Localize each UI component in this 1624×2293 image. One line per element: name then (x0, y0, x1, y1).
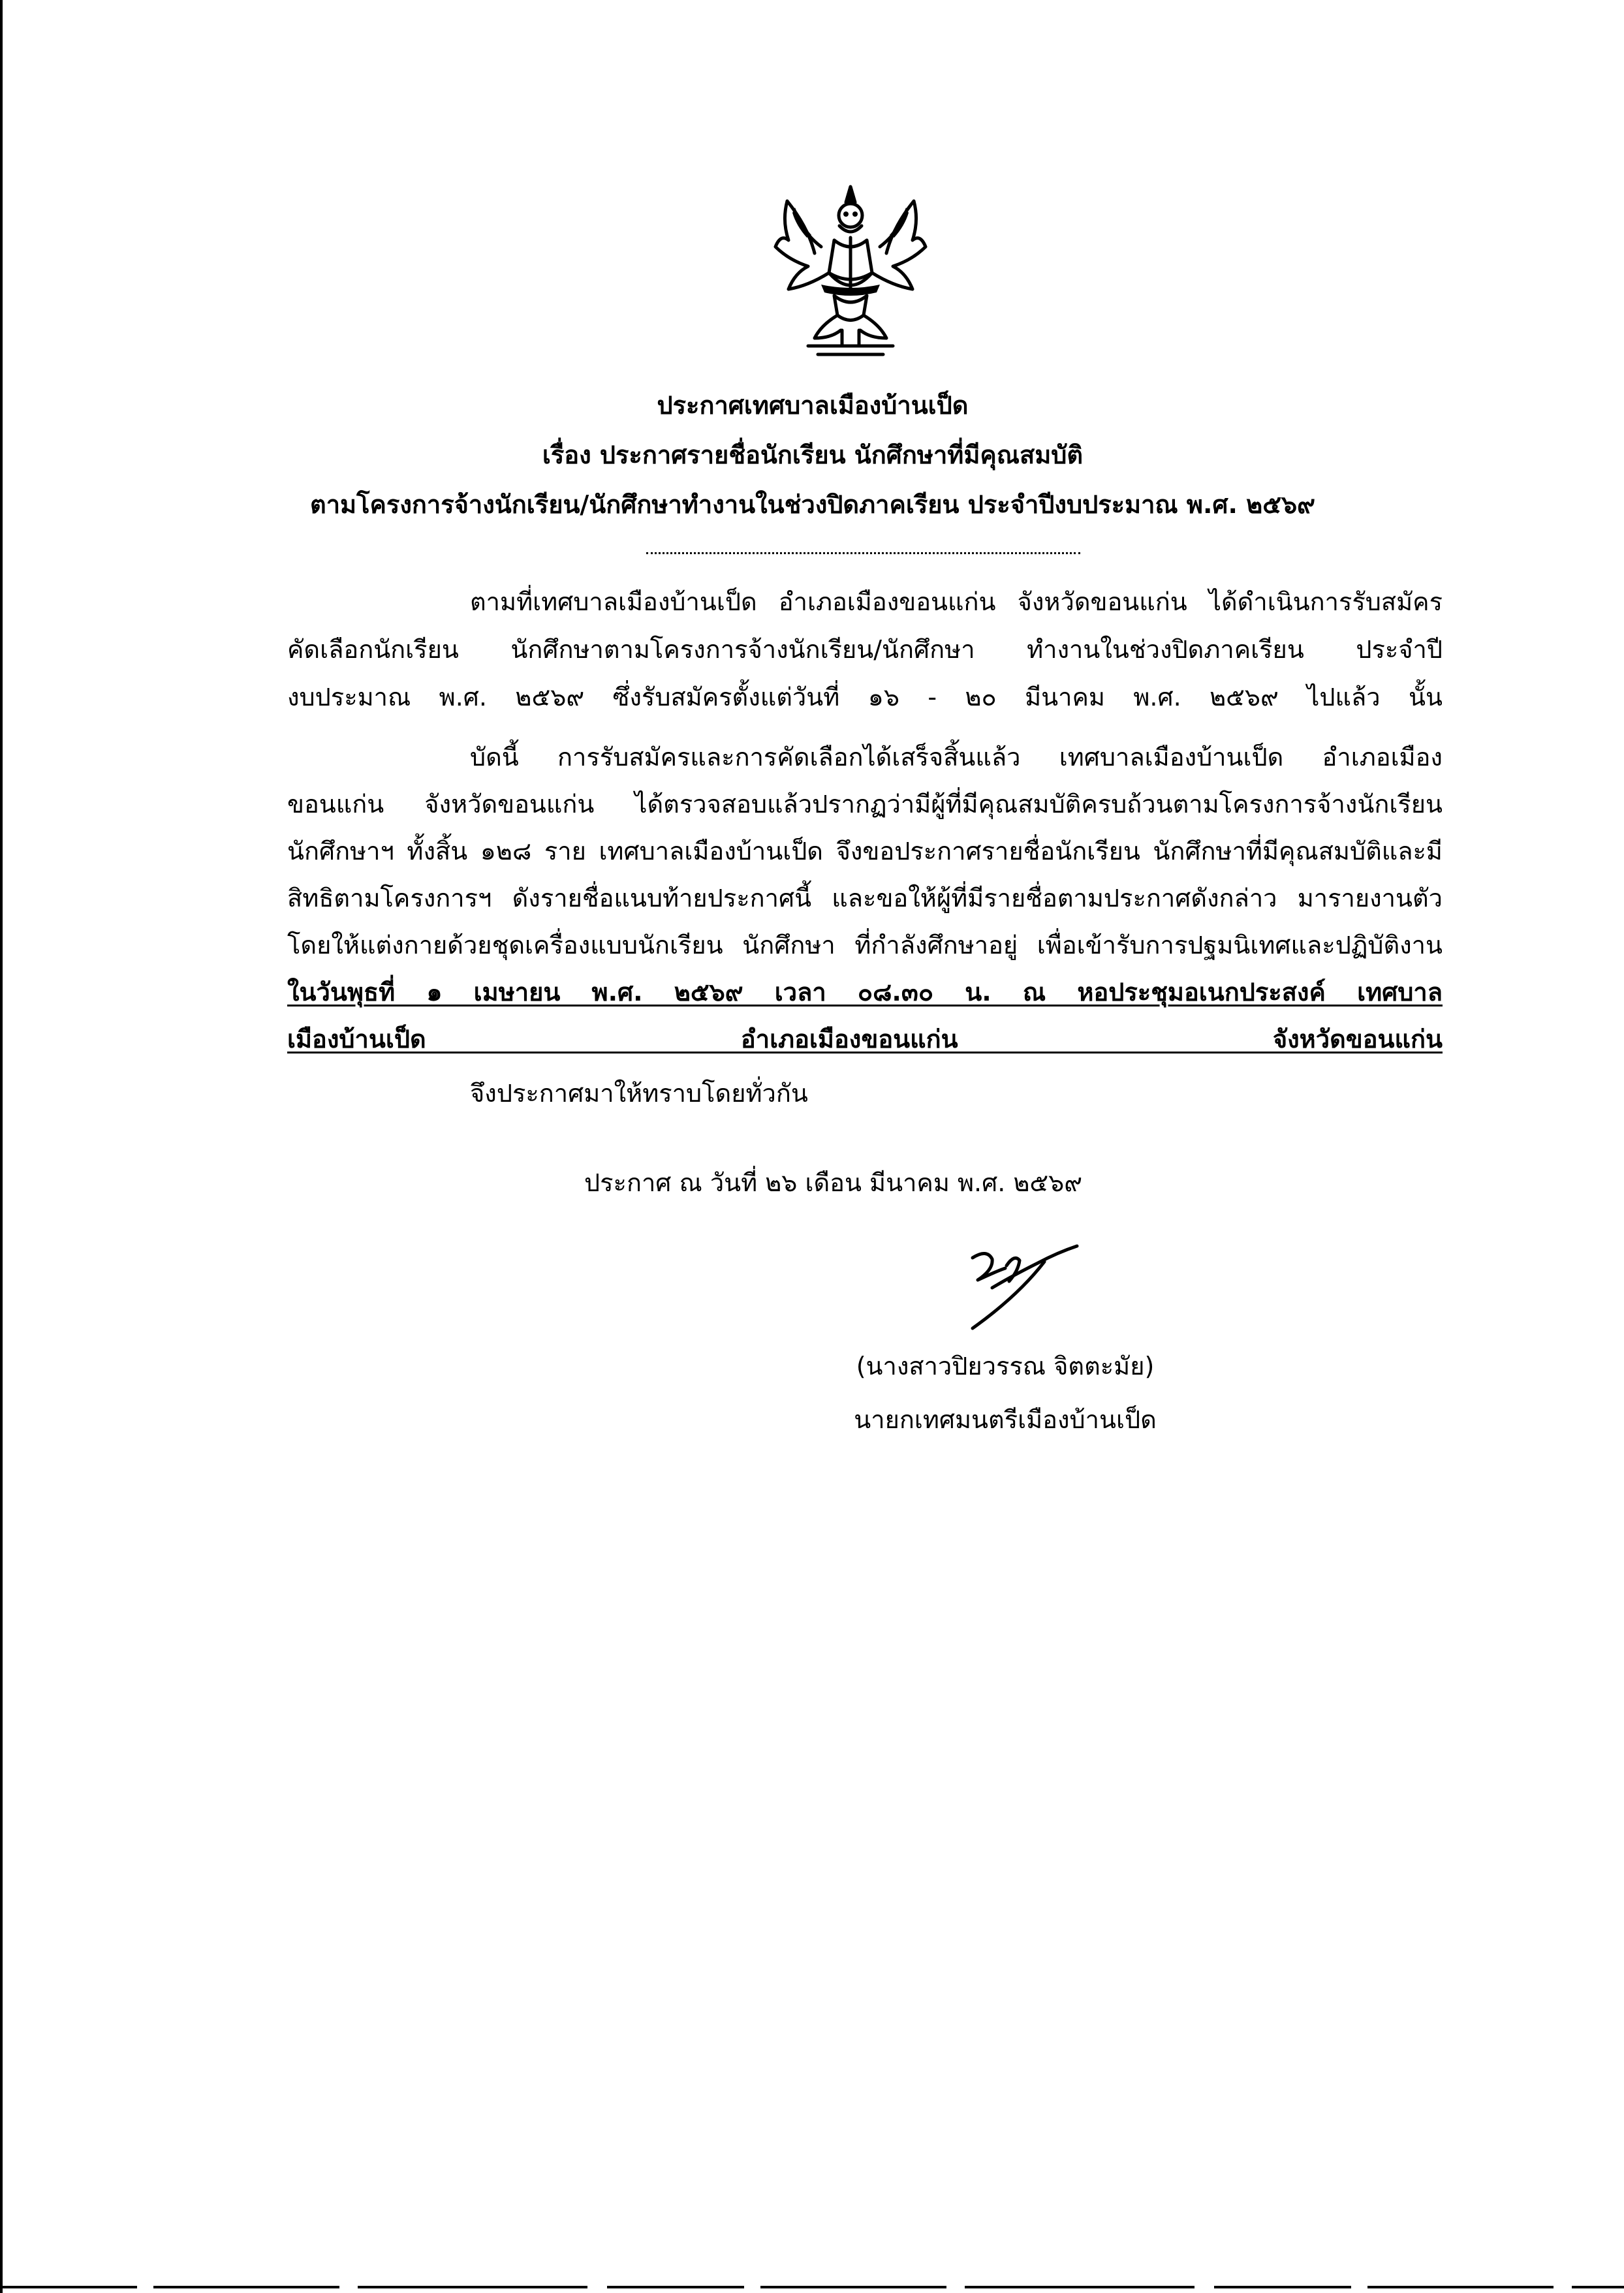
paragraph-2-emphasis-line-1: ในวันพุธที่ ๑ เมษายน พ.ศ. ๒๕๖๙ เวลา ๐๘.๓๐ น. ณ หอประชุมอเนกประสงค์ เทศบาล (287, 978, 1443, 1006)
closing-statement: จึงประกาศมาให้ทราบโดยทั่วกัน (470, 1079, 808, 1108)
paragraph-1-line-2: คัดเลือกนักเรียน นักศึกษาตามโครงการจ้างนักเรียน/นักศึกษา ทำงานในช่วงปิดภาคเรียน ประจำปี (287, 635, 1443, 664)
page-bottom-edge (0, 2286, 1624, 2288)
dotted-separator (646, 552, 1080, 554)
paragraph-2-line-5: โดยให้แต่งกายด้วยชุดเครื่องแบบนักเรียน นักศึกษา ที่กำลังศึกษาอยู่ เพื่อเข้ารับการปฐมนิเทศและปฏิบัติงาน (287, 931, 1443, 959)
paragraph-2-line-1: บัดนี้ การรับสมัครและการคัดเลือกได้เสร็จสิ้นแล้ว เทศบาลเมืองบ้านเป็ด อำเภอเมือง (470, 743, 1443, 772)
announcement-subject: เรื่อง ประกาศรายชื่อนักเรียน นักศึกษาที่มีคุณสมบัติ (542, 441, 1084, 469)
handwritten-signature (946, 1230, 1097, 1341)
announcement-project: ตามโครงการจ้างนักเรียน/นักศึกษาทำงานในช่วงปิดภาคเรียน ประจำปีงบประมาณ พ.ศ. ๒๕๖๙ (310, 490, 1315, 519)
signatory-position: นายกเทศมนตรีเมืองบ้านเป็ด (854, 1405, 1157, 1434)
paragraph-2-line-3: นักศึกษาฯ ทั้งสิ้น ๑๒๘ ราย เทศบาลเมืองบ้านเป็ด จึงขอประกาศรายชื่อนักเรียน นักศึกษาที่มีคุณสมบัติและมี (287, 837, 1443, 866)
garuda-emblem (769, 175, 932, 364)
paragraph-2-emphasis-line-2: เมืองบ้านเป็ด อำเภอเมืองขอนแก่น จังหวัดขอนแก่น (287, 1025, 1443, 1053)
paragraph-1-line-3: งบประมาณ พ.ศ. ๒๕๖๙ ซึ่งรับสมัครตั้งแต่วันที่ ๑๖ - ๒๐ มีนาคม พ.ศ. ๒๕๖๙ ไปแล้ว นั้น (287, 683, 1443, 711)
paragraph-2-line-4: สิทธิตามโครงการฯ ดังรายชื่อแนบท้ายประกาศนี้ และขอให้ผู้ที่มีรายชื่อตามประกาศดังกล่าว มารายงานตัว (287, 884, 1443, 913)
paragraph-1-line-1: ตามที่เทศบาลเมืองบ้านเป็ด อำเภอเมืองขอนแก่น จังหวัดขอนแก่น ได้ดำเนินการรับสมัคร (470, 587, 1443, 616)
signatory-name: (นางสาวปิยวรรณ จิตตะมัย) (856, 1352, 1155, 1380)
paragraph-2-line-2: ขอนแก่น จังหวัดขอนแก่น ได้ตรวจสอบแล้วปรากฏว่ามีผู้ที่มีคุณสมบัติครบถ้วนตามโครงการจ้างนักเรียน (287, 790, 1443, 819)
announcement-title: ประกาศเทศบาลเมืองบ้านเป็ด (657, 391, 969, 420)
announcement-date: ประกาศ ณ วันที่ ๒๖ เดือน มีนาคม พ.ศ. ๒๕๖๙ (584, 1168, 1083, 1197)
page-left-edge (0, 0, 3, 2293)
